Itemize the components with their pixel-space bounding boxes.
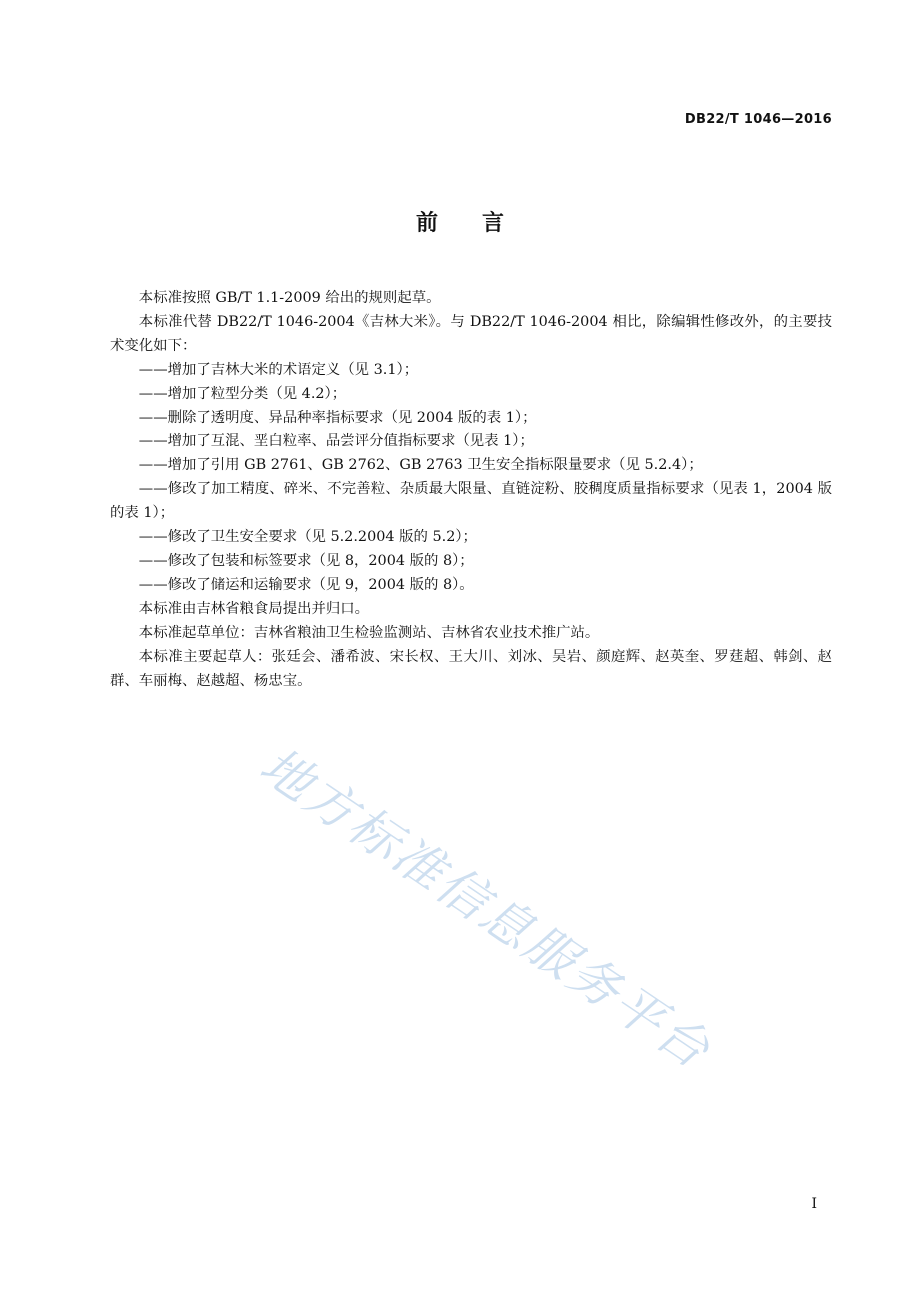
page-title: 前言: [415, 211, 548, 236]
change-item: ——增加了引用 GB 2761、GB 2762、GB 2763 卫生安全指标限量要求（见 5.2.4）；: [138, 457, 703, 474]
change-item: ——增加了互混、垩白粒率、品尝评分值指标要求（见表 1）；: [138, 433, 534, 450]
change-item: ——修改了卫生安全要求（见 5.2.2004 版的 5.2）；: [138, 529, 477, 546]
change-item: ——修改了储运和运输要求（见 9，2004 版的 8）。: [138, 576, 474, 593]
paragraph-replacement: 本标准代替 DB22/T 1046-2004《吉林大米》。与 DB22/T 1046-2004 相比，除编辑性修改外，的主要技术变化如下：: [110, 313, 832, 354]
change-item: ——修改了加工精度、碎米、不完善粒、杂质最大限量、直链淀粉、胶稠度质量指标要求（见表 1，2004 版的表 1）；: [110, 481, 832, 522]
foreword-body: [110, 287, 832, 693]
watermark: 地方标准信息服务平台: [249, 736, 722, 1081]
paragraph-drafting-units: 本标准起草单位：吉林省粮油卫生检验监测站、吉林省农业技术推广站。: [138, 624, 600, 641]
change-item: ——删除了透明度、异品种率指标要求（见 2004 版的表 1）；: [138, 409, 537, 426]
change-item: ——增加了吉林大米的术语定义（见 3.1）；: [138, 361, 419, 378]
change-item: ——修改了包装和标签要求（见 8，2004 版的 8）；: [138, 552, 474, 569]
page-number: I: [811, 1196, 817, 1212]
standard-code: DB22/T 1046—2016: [684, 112, 832, 127]
paragraph-drafters: 本标准主要起草人：张廷会、潘希波、宋长权、王大川、刘冰、吴岩、颜庭辉、赵英奎、罗莛超、韩剑、赵群、车丽梅、赵越超、杨忠宝。: [110, 648, 832, 689]
paragraph-proposer: 本标准由吉林省粮食局提出并归口。: [138, 600, 370, 617]
paragraph-drafting-rules: 本标准按照 GB/T 1.1-2009 给出的规则起草。: [138, 290, 441, 306]
change-item: ——增加了粒型分类（见 4.2）；: [138, 385, 347, 402]
